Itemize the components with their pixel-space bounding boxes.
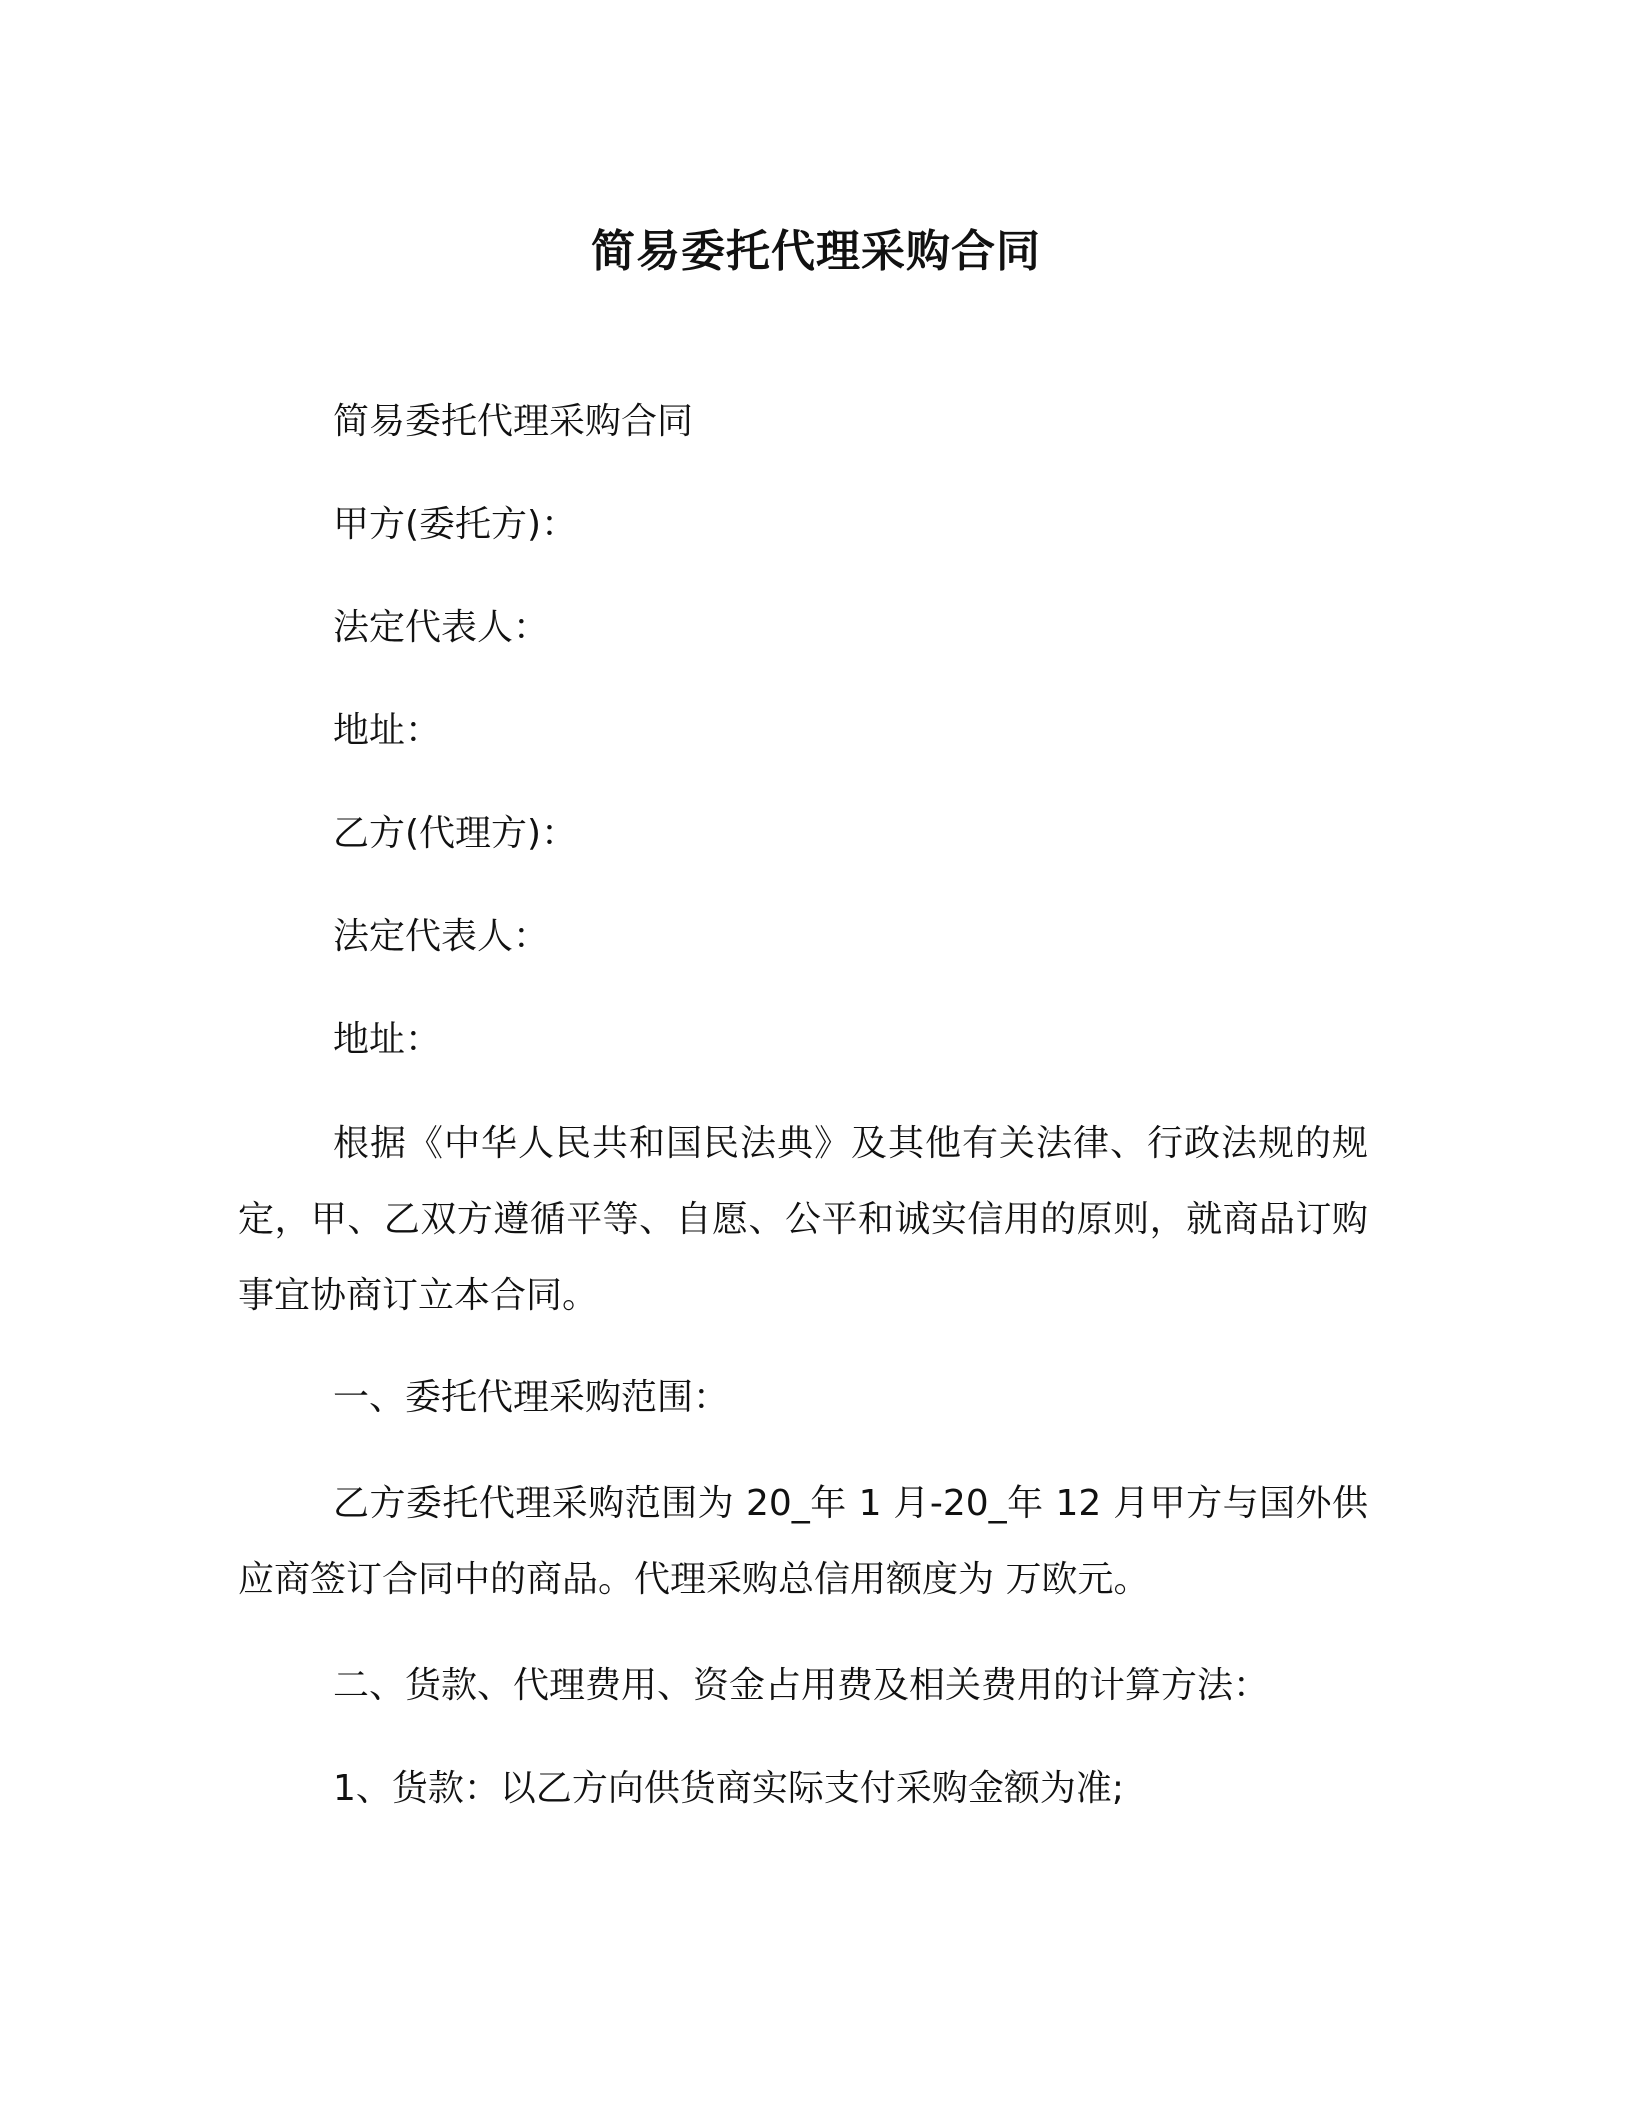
party-a-representative-label: 法定代表人：: [333, 607, 550, 648]
party-b-address-label: 地址：: [333, 1019, 442, 1060]
section-1-heading: 一、委托代理采购范围：: [333, 1377, 730, 1418]
preamble-paragraph: 根据《中华人民共和国民法典》及其他有关法律、行政法规的规定，甲、乙双方遵循平等、自愿、公平和诚实信用的原则，就商品订购事宜协商订立本合同。: [238, 1123, 1368, 1316]
contract-subtitle: 简易委托代理采购合同: [333, 401, 694, 442]
party-b-label: 乙方(代理方)：: [333, 813, 578, 854]
section-1-body: 乙方委托代理采购范围为 20_年 1 月-20_年 12 月甲方与国外供应商签订合同中的商品。代理采购总信用额度为 万欧元。: [238, 1483, 1368, 1600]
section-2-heading: 二、货款、代理费用、资金占用费及相关费用的计算方法：: [333, 1665, 1270, 1706]
party-b-representative-label: 法定代表人：: [333, 916, 550, 957]
party-a-address-label: 地址：: [333, 710, 442, 751]
party-a-label: 甲方(委托方)：: [333, 504, 578, 545]
section-2-item-1: 1、货款：以乙方向供货商实际支付采购金额为准;: [333, 1768, 1125, 1809]
document-title: 简易委托代理采购合同: [591, 226, 1041, 277]
